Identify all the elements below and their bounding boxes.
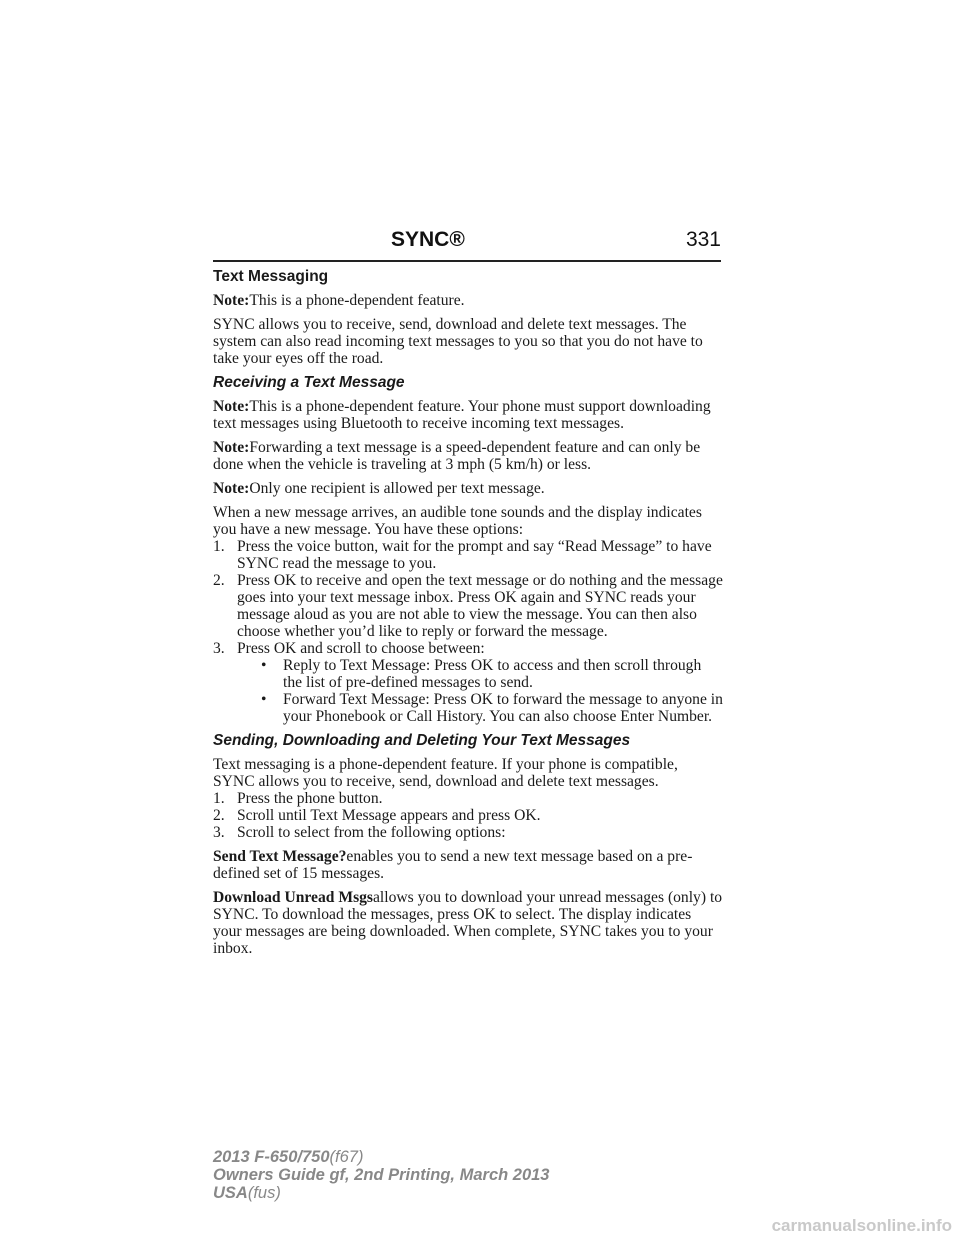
page-number: 331	[685, 228, 721, 251]
note-text: This is a phone-dependent feature. Your phone must support downloading text messages using Bluetooth to receive incoming text messages.	[213, 398, 711, 432]
bullet-text: Reply to Text Message: Press OK to access and then scroll through the list of pre-defined messages to send.	[283, 657, 702, 691]
option-desc: allows you to download your unread messages (only) to SYNC. To download the messages, press OK to select. The display indicates your messages are being downloaded. When complete, SYNC takes you to your inbox.	[213, 889, 723, 957]
option-send-text	[213, 848, 723, 882]
receiving-note-3	[213, 480, 723, 497]
sending-heading: Sending, Downloading and Deleting Your Text Messages	[213, 732, 631, 749]
footer-market-code: (fus)	[247, 1184, 281, 1202]
list-item	[237, 657, 723, 691]
intro-note	[213, 292, 723, 309]
step-text: Press OK to receive and open the text message or do nothing and the message goes into your text message inbox. Press OK again and SYNC reads your message aloud as you are not able to view the message. You can then also choose whether you’d like to reply or forward the message.	[237, 572, 723, 640]
bullet-text: Forward Text Message: Press OK to forward the message to anyone in your Phonebook or Call History. You can also choose Enter Number.	[283, 691, 723, 725]
bullet-icon: •	[261, 691, 267, 708]
footer-model: 2013 F-650/750	[213, 1148, 330, 1166]
step-text: Press the phone button.	[237, 790, 383, 807]
option-term: Send Text Message?	[213, 848, 347, 865]
watermark: carmanualsonline.info	[771, 1216, 952, 1235]
step-text: Press the voice button, wait for the prompt and say “Read Message” to have SYNC read the message to you.	[237, 538, 712, 572]
note-label: Note:	[213, 398, 250, 415]
page-content	[213, 268, 723, 964]
note-label: Note:	[213, 292, 250, 309]
footer-market: USA	[213, 1184, 248, 1202]
note-label: Note:	[213, 439, 250, 456]
receiving-note-1	[213, 398, 723, 432]
sending-intro: Text messaging is a phone-dependent feature. If your phone is compatible, SYNC allows you to receive, send, download and delete text messages.	[213, 756, 678, 790]
list-item	[213, 640, 723, 725]
note-label: Note:	[213, 480, 250, 497]
receiving-intro: When a new message arrives, an audible tone sounds and the display indicates you have a new message. You have these options:	[213, 504, 702, 538]
intro-paragraph: SYNC allows you to receive, send, download and delete text messages. The system can also read incoming text messages to you so that you do not have to take your eyes off the road.	[213, 316, 703, 367]
list-item	[213, 538, 723, 572]
step-number: 1.	[213, 790, 225, 807]
note-text: Forwarding a text message is a speed-dependent feature and can only be done when the vehicle is traveling at 3 mph (5 km/h) or less.	[213, 439, 701, 473]
step-text: Scroll to select from the following options:	[237, 824, 506, 841]
option-bullets	[237, 657, 723, 725]
option-download-unread	[213, 889, 723, 957]
step-text: Press OK and scroll to choose between:	[237, 640, 485, 657]
step-number: 1.	[213, 538, 225, 555]
note-text: This is a phone-dependent feature.	[249, 292, 465, 309]
step-text: Scroll until Text Message appears and press OK.	[237, 807, 541, 824]
option-desc: enables you to send a new text message based on a pre-defined set of 15 messages.	[213, 848, 693, 882]
receiving-steps	[213, 538, 723, 725]
page-footer	[213, 1148, 550, 1202]
step-number: 3.	[213, 824, 225, 841]
step-number: 2.	[213, 807, 225, 824]
list-item	[213, 790, 723, 807]
chapter-title: SYNC®	[391, 228, 465, 251]
list-item	[213, 572, 723, 640]
footer-line-1	[213, 1148, 550, 1166]
note-text: Only one recipient is allowed per text message.	[249, 480, 545, 497]
bullet-icon: •	[261, 657, 267, 674]
sending-steps	[213, 790, 723, 841]
footer-line-3	[213, 1184, 550, 1202]
page-header	[213, 228, 721, 262]
step-number: 3.	[213, 640, 225, 657]
receiving-heading: Receiving a Text Message	[213, 374, 405, 391]
footer-line-2: Owners Guide gf, 2nd Printing, March 2013	[213, 1166, 550, 1184]
section-heading: Text Messaging	[213, 268, 329, 285]
list-item	[213, 807, 723, 824]
receiving-note-2	[213, 439, 723, 473]
list-item	[213, 824, 723, 841]
list-item	[237, 691, 723, 725]
option-term: Download Unread Msgs	[213, 889, 374, 906]
footer-code: (f67)	[329, 1148, 364, 1166]
step-number: 2.	[213, 572, 225, 589]
